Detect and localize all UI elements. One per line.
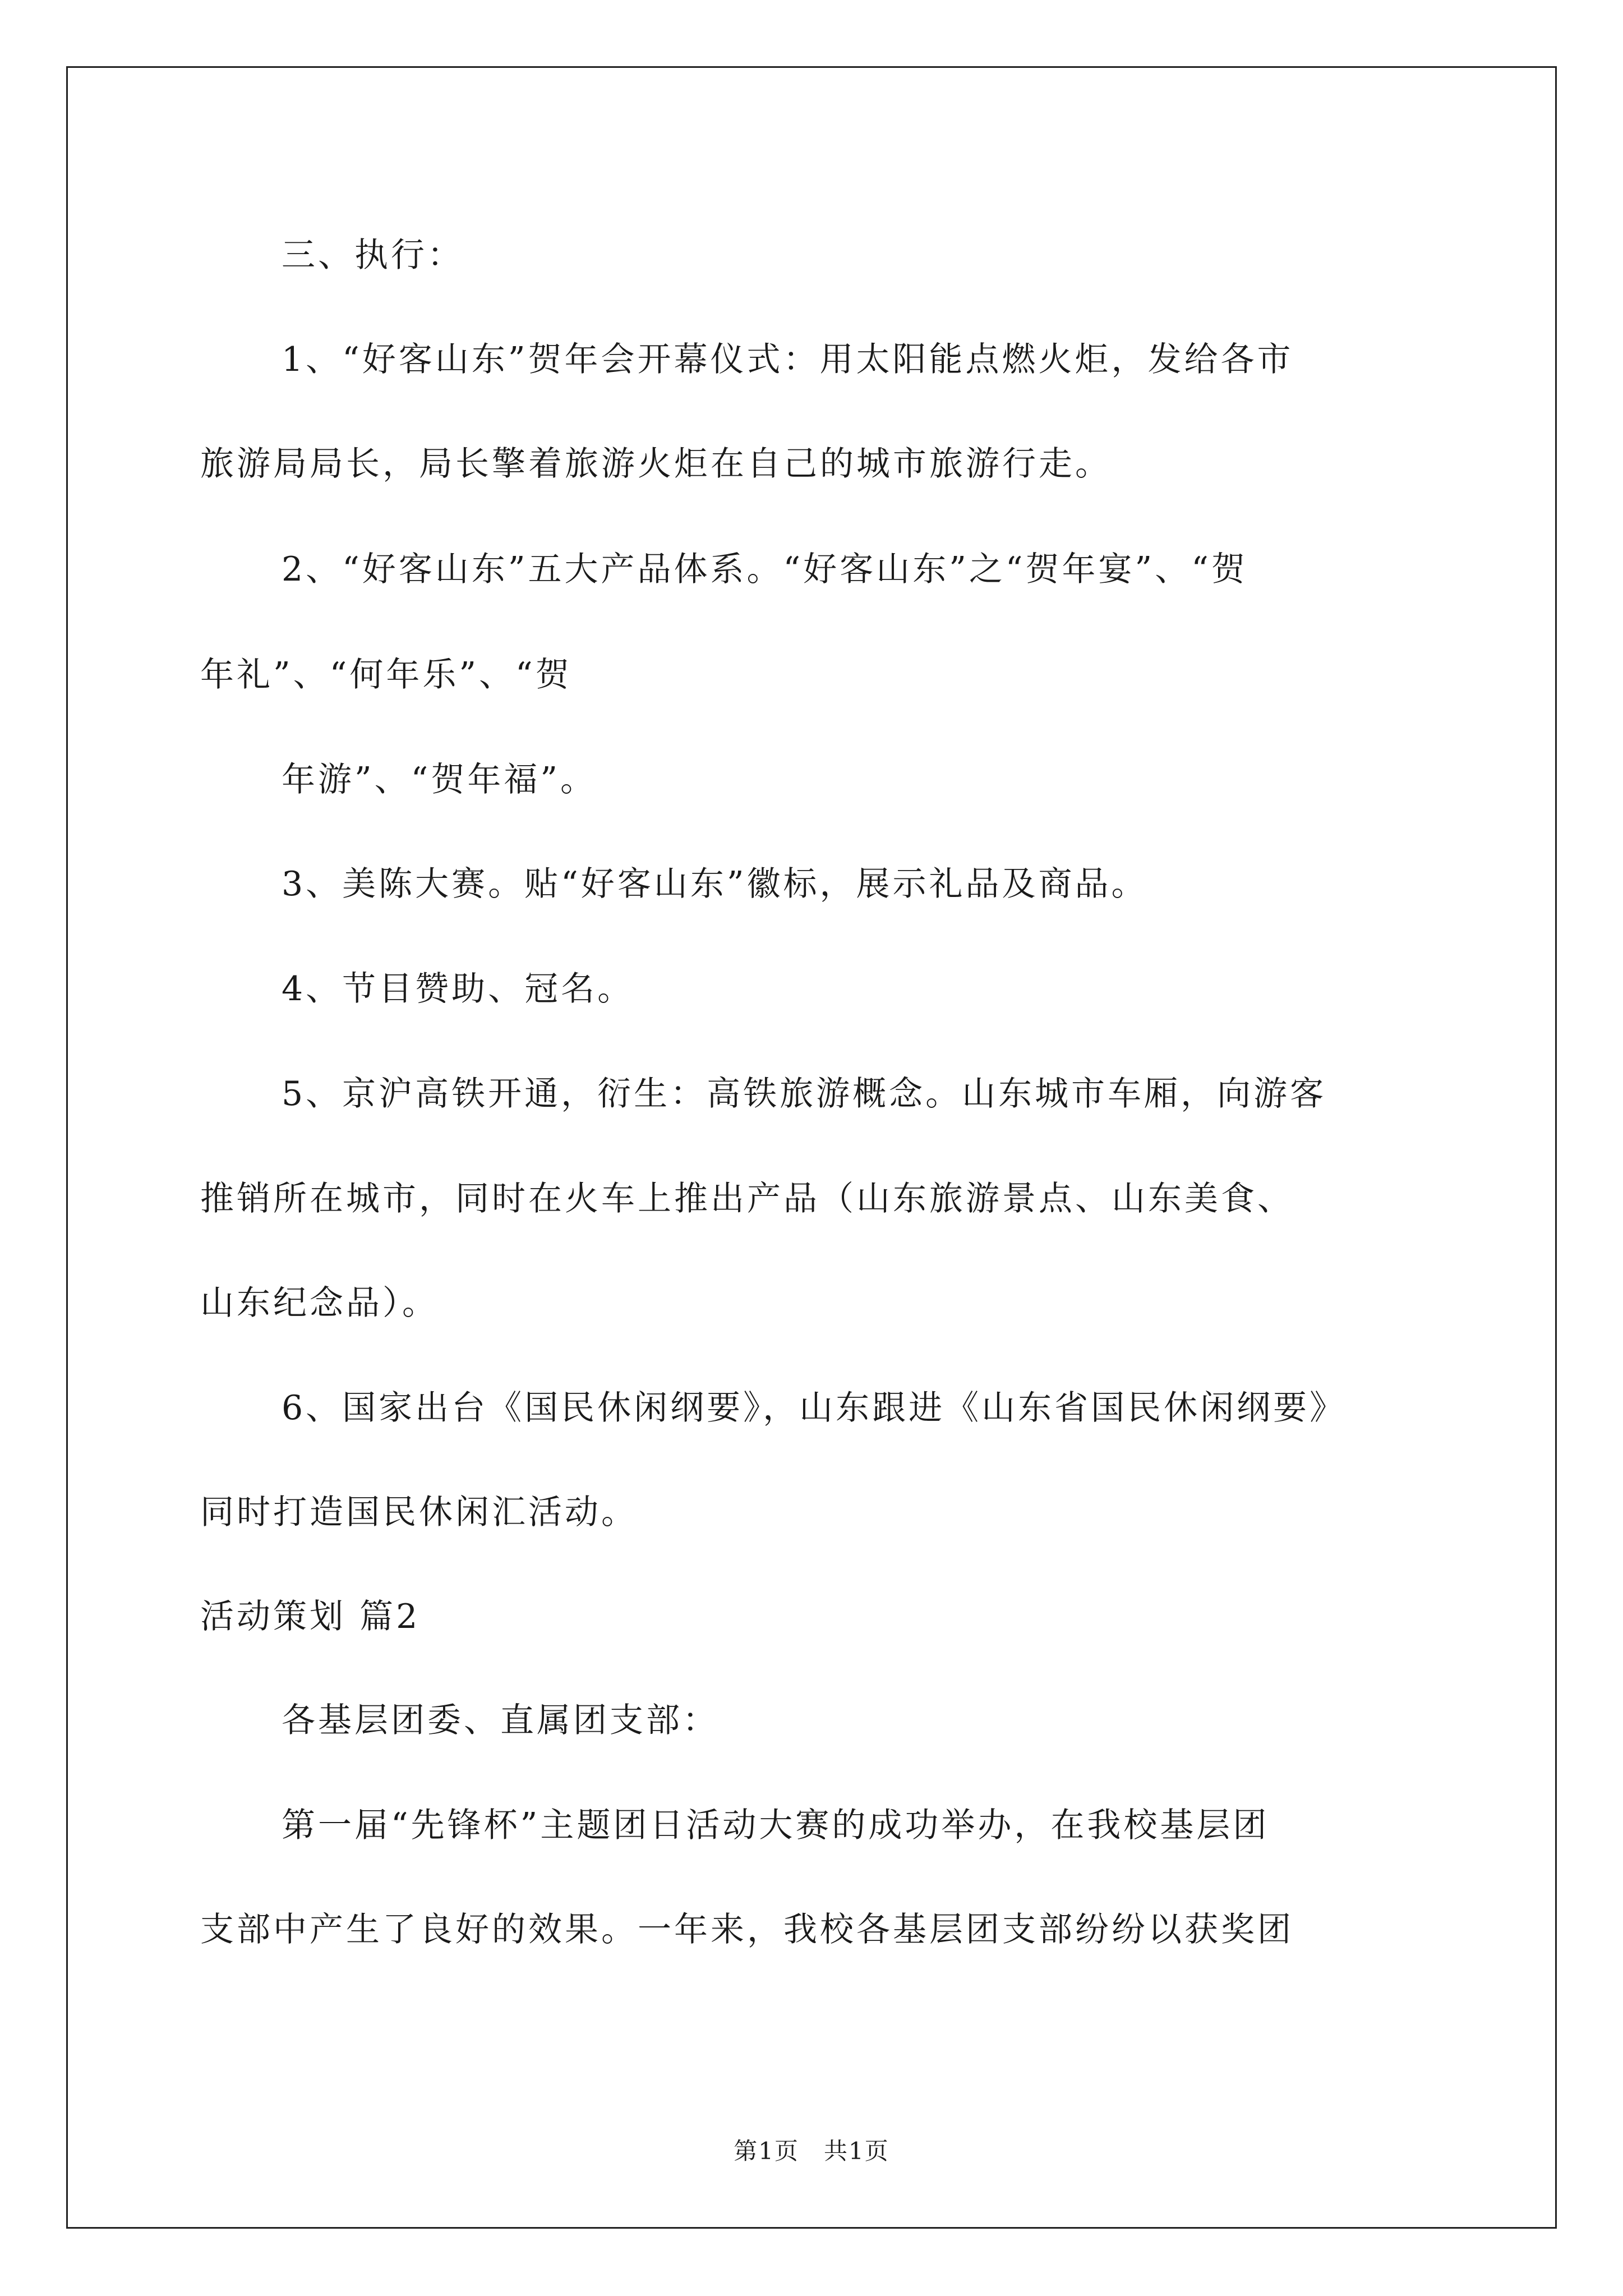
- section-heading: 活动策划 篇2: [200, 1597, 421, 1636]
- text-line: 第一届“先锋杯”主题团日活动大赛的成功举办，在我校基层团: [282, 1806, 1270, 1845]
- text-line: 三、执行：: [282, 236, 464, 275]
- text-line: 推销所在城市，同时在火车上推出产品（山东旅游景点、山东美食、: [200, 1179, 1294, 1218]
- text-line: 年游”、“贺年福”。: [282, 760, 597, 799]
- text-line: 1、“好客山东”贺年会开幕仪式：用太阳能点燃火炬，发给各市: [282, 340, 1294, 379]
- text-line: 5、京沪高铁开通，衍生：高铁旅游概念。山东城市车厢，向游客: [282, 1074, 1327, 1114]
- text-line: 4、节目赞助、冠名。: [282, 969, 634, 1009]
- page-border: [66, 66, 1557, 2229]
- text-line: 山东纪念品）。: [200, 1283, 439, 1323]
- text-line: 旅游局局长，局长擎着旅游火炬在自己的城市旅游行走。: [200, 444, 1112, 484]
- text-line: 年礼”、“何年乐”、“贺: [200, 655, 572, 694]
- text-line: 6、国家出台《国民休闲纲要》，山东跟进《山东省国民休闲纲要》: [282, 1388, 1347, 1428]
- text-line: 2、“好客山东”五大产品体系。“好客山东”之“贺年宴”、“贺: [282, 550, 1248, 589]
- text-line: 支部中产生了良好的效果。一年来，我校各基层团支部纷纷以获奖团: [200, 1910, 1294, 1949]
- text-line: 同时打造国民休闲汇活动。: [200, 1493, 638, 1532]
- text-line: 3、美陈大赛。贴“好客山东”徽标，展示礼品及商品。: [282, 864, 1148, 904]
- page-footer: 第1页 共1页: [734, 2137, 889, 2165]
- text-line: 各基层团委、直属团支部：: [282, 1701, 719, 1740]
